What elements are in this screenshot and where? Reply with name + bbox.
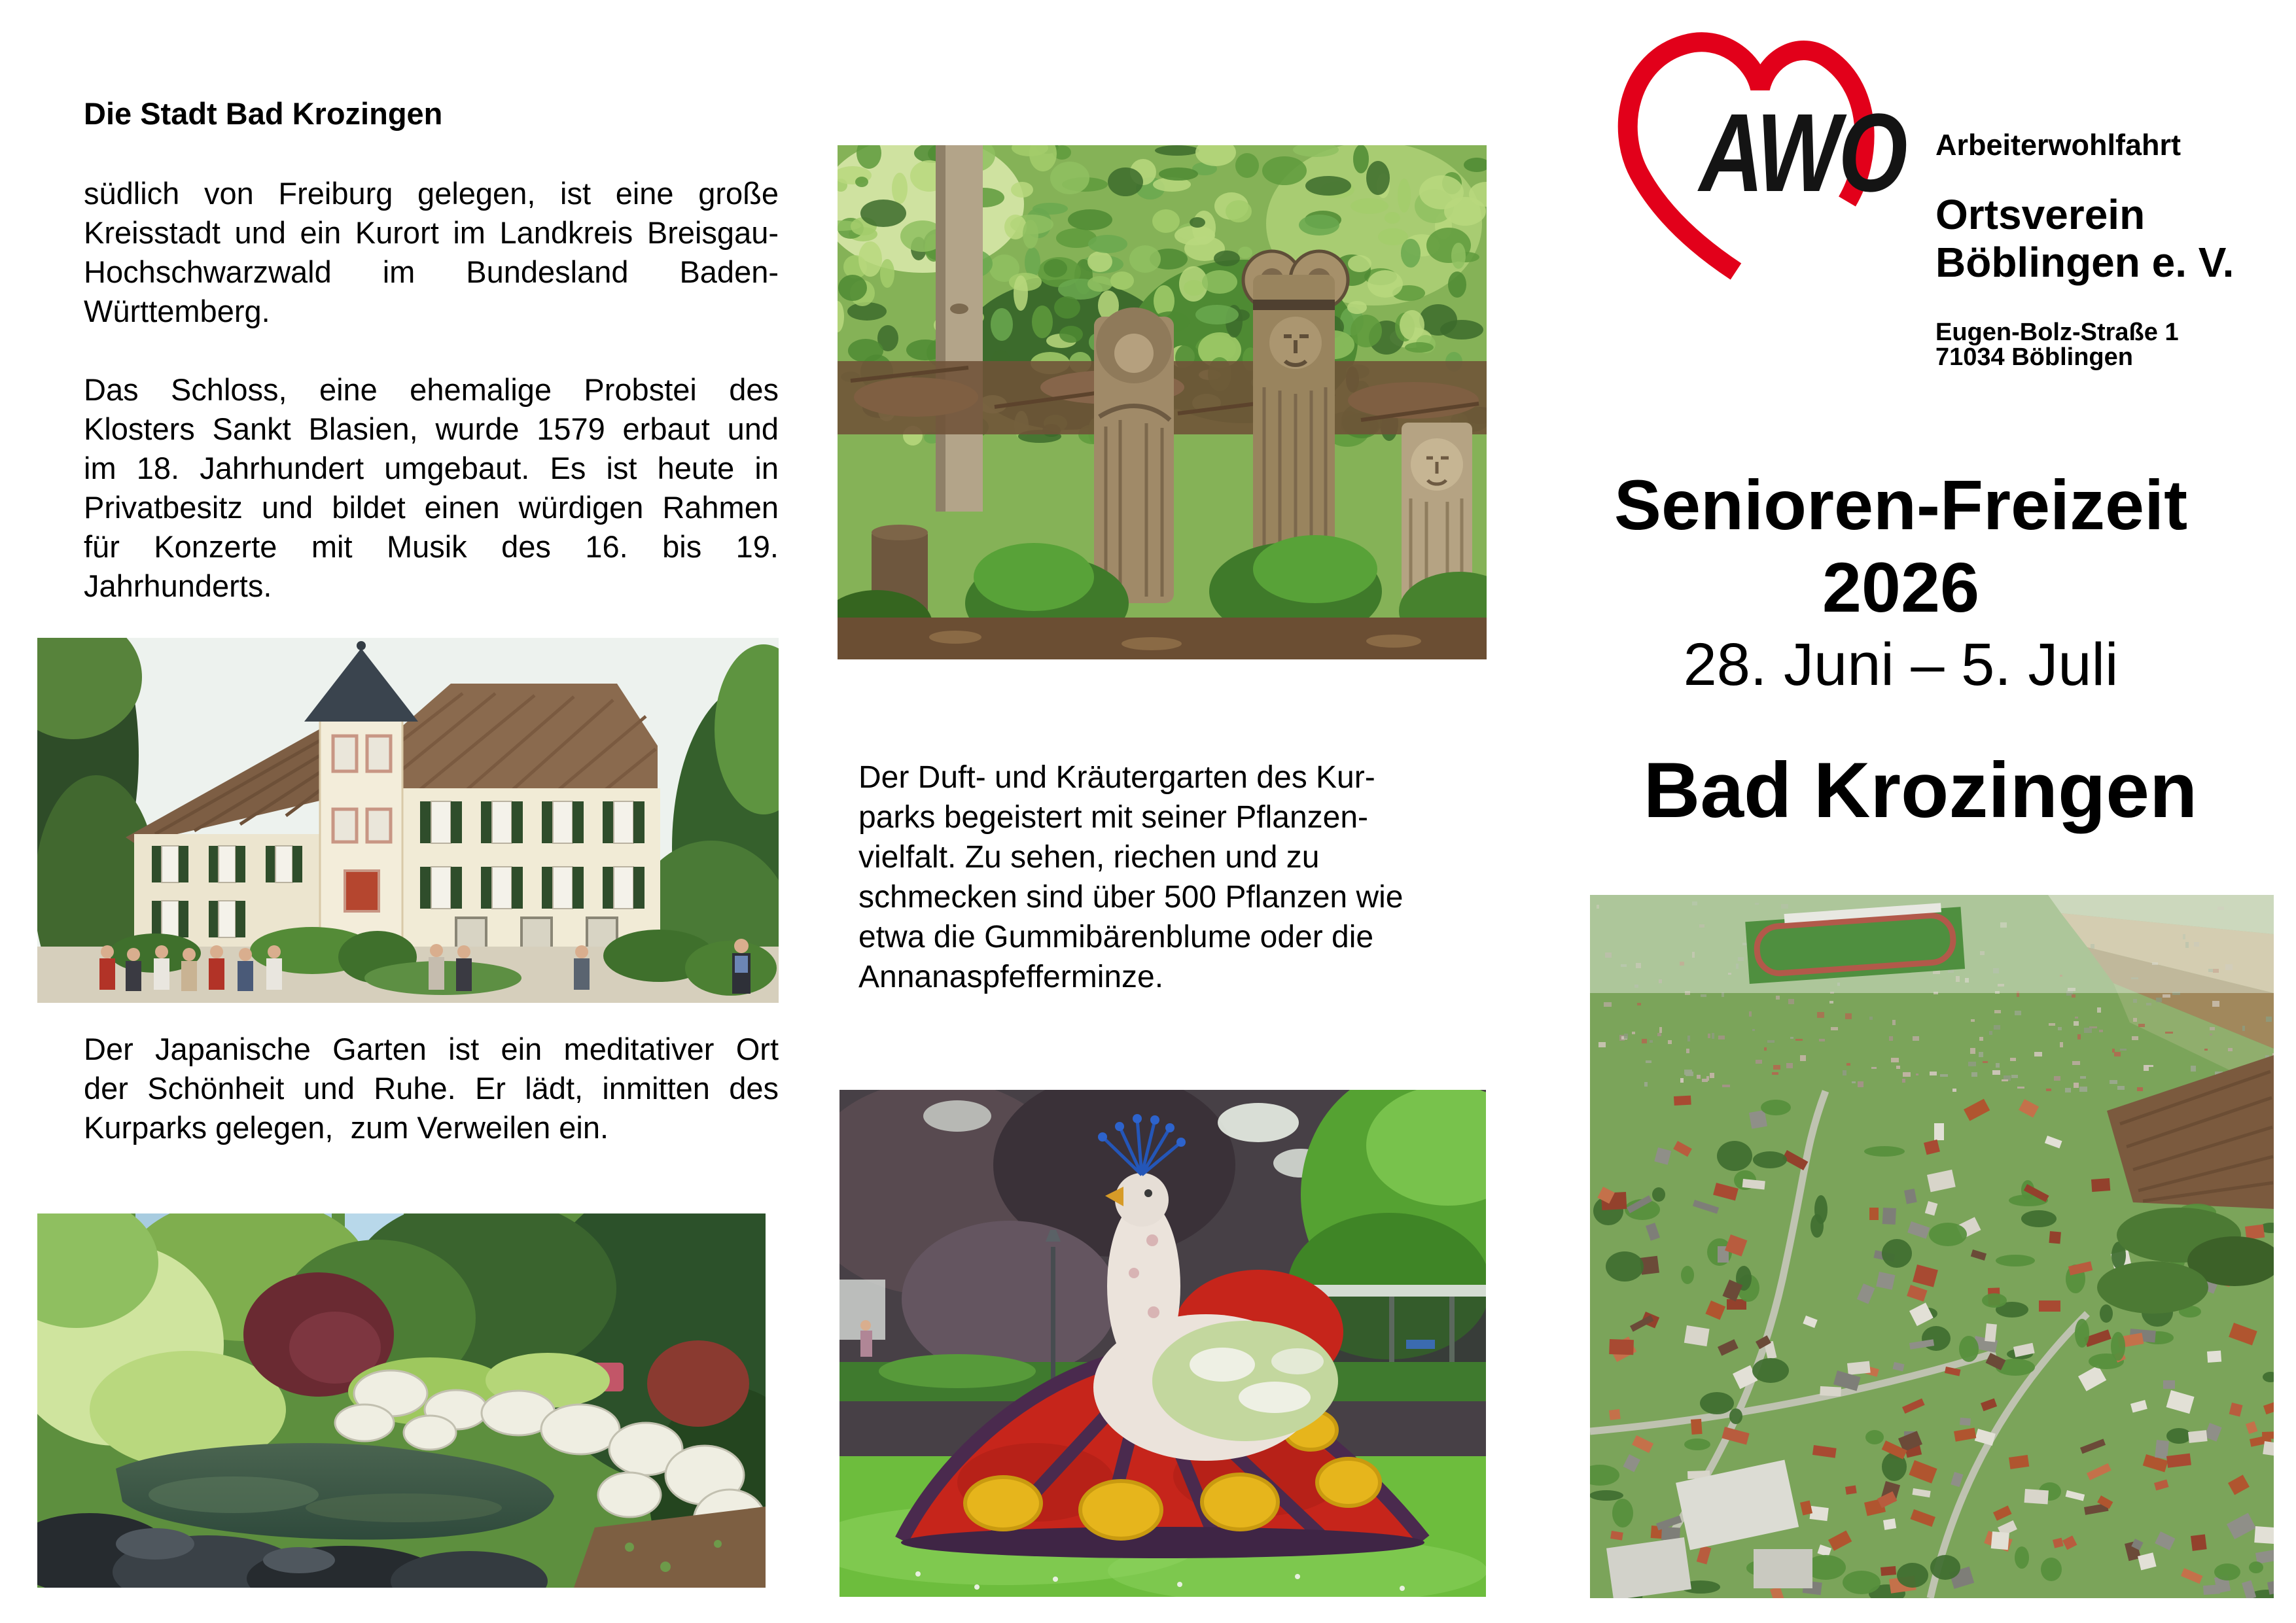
paragraph-city: südlich von Freiburg gelegen, ist eine große Kreisstadt und ein Kurort im Landkreis Breisgau- Hochschwarzwald im Bundesland Baden- Württemberg.	[84, 176, 779, 328]
awo-wordmark: AWO	[1699, 90, 1906, 215]
photo-japanese-garden	[37, 1213, 766, 1588]
trip-year: 2026	[1822, 548, 1980, 627]
trip-dates: 28. Juni – 5. Juli	[1683, 631, 2119, 698]
trip-title: Senioren-Freizeit	[1614, 465, 2188, 544]
paragraph-japanese-garden: Der Japanische Garten ist ein meditativer Ort der Schönheit und Ruhe. Er lädt, inmitten des Kurparks gelegen, zum Verweilen ein.	[84, 1032, 779, 1145]
walking-person	[860, 1320, 872, 1357]
awo-logo	[1603, 20, 1930, 281]
address-city: 71034 Böblingen	[1935, 343, 2133, 371]
photo-peacock-flowerbed	[839, 1090, 1486, 1597]
heading-city: Die Stadt Bad Krozingen	[84, 96, 443, 131]
paragraph-castle: Das Schloss, eine ehemalige Probstei des Klosters Sankt Blasien, wurde 1579 erbaut und im 18. Jahrhundert umgebaut. Es ist heute in Privatbesitz und bildet einen würdigen Rahmen für Konzerte mit Musik des 16. bis 19. Jahrhunderts.	[84, 372, 779, 603]
org-address	[1935, 320, 2179, 370]
paragraph-kurpark: Der Duft- und Kräutergarten des Kur- parks begeistert mit seiner Pflanzen- vielfalt. Zu sehen, riechen und zu schmecken sind über 500 Pflanzen wie etwa die Gummibärenblume oder die Annanaspfefferminze.	[858, 760, 1404, 994]
photo-schloss-bad-krozingen	[37, 638, 779, 1003]
trip-destination: Bad Krozingen	[1643, 746, 2198, 834]
org-name: Arbeiterwohlfahrt	[1935, 128, 2181, 162]
club-name-line1: Ortsverein	[1935, 191, 2146, 238]
club-name	[1935, 191, 2234, 287]
address-street: Eugen-Bolz-Straße 1	[1935, 319, 2179, 346]
photo-wood-sculptures	[838, 145, 1487, 659]
photo-aerial-bad-krozingen	[1590, 895, 2274, 1598]
club-name-line2: Böblingen e. V.	[1935, 239, 2234, 286]
sculpture-figure-hooded	[1094, 307, 1174, 603]
